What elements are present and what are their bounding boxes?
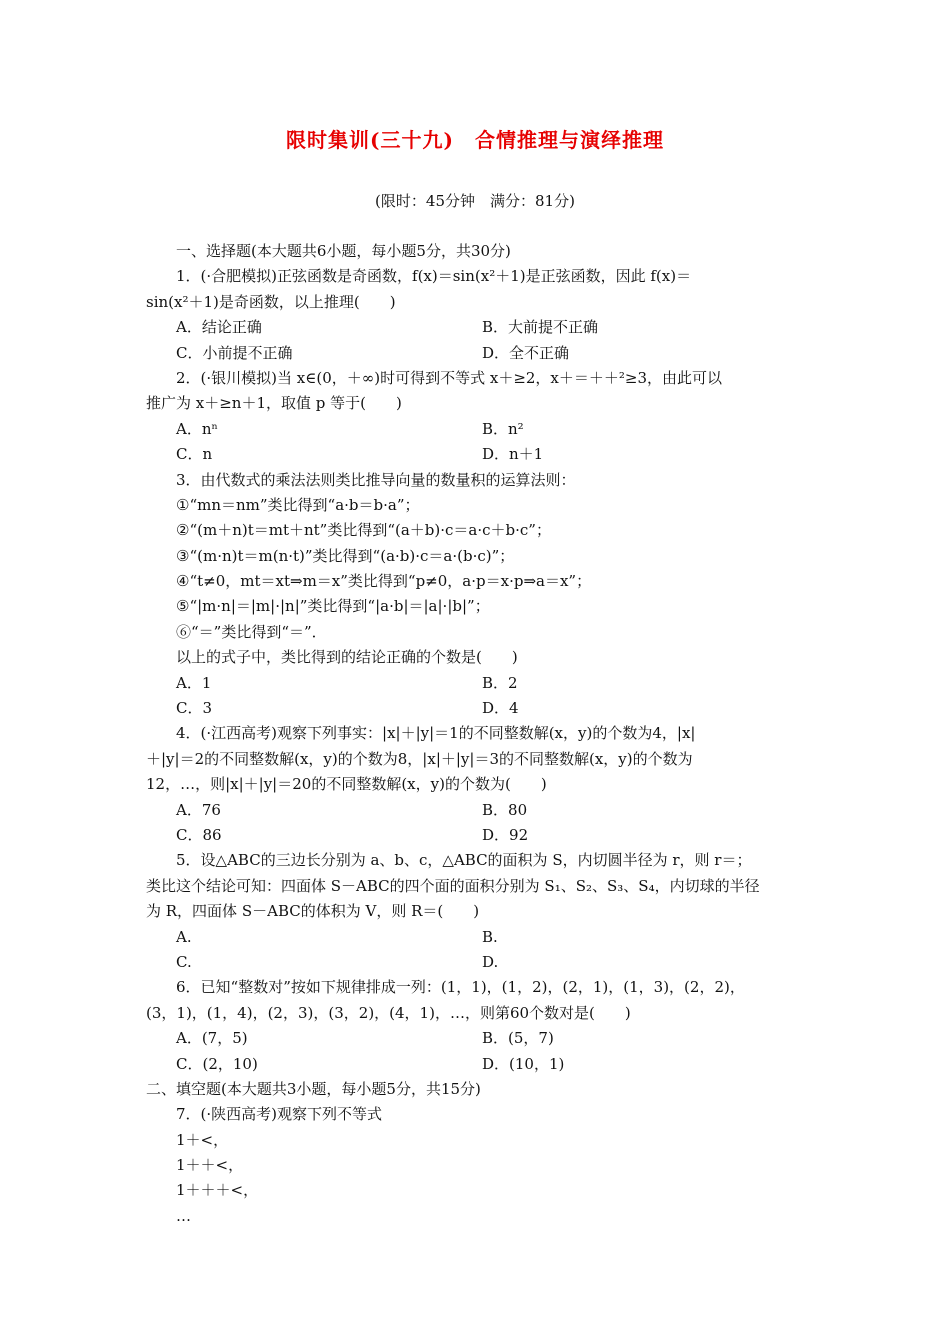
document-body [146, 239, 808, 1229]
options-row [146, 442, 808, 467]
option-b: B. [482, 927, 498, 946]
question-4-text: 4．(·江西高考)观察下列事实：|x|＋|y|＝1的不同整数解(x，y)的个数为4，|x| [176, 724, 696, 743]
question-6-text: 6．已知“整数对”按如下规律排成一列：(1，1)，(1，2)，(2，1)，(1，3)，(2，2)， [176, 978, 745, 997]
option-d: D．92 [482, 825, 529, 844]
option-a: A．结论正确 [176, 318, 262, 337]
option-a: A．76 [176, 800, 221, 819]
section-heading: 一、选择题(本大题共6小题，每小题5分，共30分) [176, 242, 511, 260]
options-row [146, 696, 808, 721]
page-title: 限时集训(三十九) 合情推理与演绎推理 [286, 128, 664, 152]
option-d: D．4 [482, 699, 519, 718]
question-1-text: sin(x²＋1)是奇函数，以上推理( ) [146, 292, 396, 311]
options-row [146, 823, 808, 848]
option-c: C．86 [176, 825, 222, 844]
question-3-text: 以上的式子中，类比得到的结论正确的个数是( ) [176, 648, 518, 667]
question-6-text: (3，1)，(1，4)，(2，3)，(3，2)，(4，1)，…，则第60个数对是( ) [146, 1003, 631, 1022]
question-5-text: 为 R，四面体 S－ABC的体积为 V，则 R＝( ) [146, 902, 480, 921]
options-row [146, 417, 808, 442]
question-3-item: ③“(m·n)t＝m(n·t)”类比得到“(a·b)·c＝a·(b·c)”； [176, 546, 515, 565]
option-d: D．全不正确 [482, 343, 570, 362]
page-subtitle: (限时：45分钟 满分：81分) [375, 192, 575, 210]
inequality-line: 1＋<， [176, 1130, 229, 1149]
option-a: A. [176, 927, 192, 946]
inequality-line: 1＋＋<， [176, 1156, 244, 1175]
option-d: D．(10，1) [482, 1054, 565, 1073]
section-heading: 二、填空题(本大题共3小题，每小题5分，共15分) [146, 1079, 481, 1098]
question-3-item: ①“mn＝nm”类比得到“a·b＝b·a”； [176, 495, 420, 514]
inequality-line: 1＋＋＋<， [176, 1181, 259, 1200]
question-3-item: ②“(m＋n)t＝mt＋nt”类比得到“(a＋b)·c＝a·c＋b·c”； [176, 521, 551, 540]
question-3-item: ⑤“|m·n|＝|m|·|n|”类比得到“|a·b|＝|a|·|b|”； [176, 597, 490, 616]
question-2-text: 推广为 x＋≥n＋1，取值 p 等于( ) [146, 394, 402, 413]
ellipsis-line: … [176, 1206, 191, 1225]
option-c: C．(2，10) [176, 1054, 258, 1073]
option-b: B．2 [482, 673, 518, 692]
option-c: C．n [176, 445, 213, 464]
option-a: A．1 [176, 673, 212, 692]
options-row [146, 950, 808, 975]
option-c: C. [176, 952, 192, 971]
option-c: C．3 [176, 699, 213, 718]
question-1-text: 1．(·合肥模拟)正弦函数是奇函数，f(x)＝sin(x²＋1)是正弦函数，因此 f(x)＝ [176, 267, 692, 286]
options-row [146, 671, 808, 696]
options-row [146, 1052, 808, 1077]
question-3-item: ⑥“＝”类比得到“＝”． [176, 622, 327, 641]
options-row [146, 315, 808, 340]
options-row [146, 925, 808, 950]
question-5-text: 类比这个结论可知：四面体 S－ABC的四个面的面积分别为 S₁、S₂、S₃、S₄，内切球的半径 [146, 876, 760, 895]
option-a: A．nⁿ [176, 419, 218, 438]
options-row [146, 341, 808, 366]
option-b: B．(5，7) [482, 1029, 554, 1048]
question-5-text: 5．设△ABC的三边长分别为 a、b、c，△ABC的面积为 S，内切圆半径为 r，则 r＝； [176, 851, 752, 870]
option-d: D．n＋1 [482, 445, 544, 464]
question-4-text: 12，…，则|x|＋|y|＝20的不同整数解(x，y)的个数为( ) [146, 775, 547, 794]
question-4-text: ＋|y|＝2的不同整数解(x，y)的个数为8，|x|＋|y|＝3的不同整数解(x，y)的个数为 [146, 749, 693, 768]
option-d: D. [482, 952, 499, 971]
option-b: B．80 [482, 800, 528, 819]
option-b: B．大前提不正确 [482, 318, 599, 337]
options-row [146, 1026, 808, 1051]
options-row [146, 798, 808, 823]
option-b: B．n² [482, 419, 524, 438]
option-c: C．小前提不正确 [176, 343, 293, 362]
question-7-text: 7．(·陕西高考)观察下列不等式 [176, 1105, 383, 1124]
option-a: A．(7，5) [176, 1029, 248, 1048]
question-3-item: ④“t≠0，mt＝xt⇒m＝x”类比得到“p≠0，a·p＝x·p⇒a＝x”； [176, 572, 592, 591]
question-2-text: 2．(·银川模拟)当 x∈(0，＋∞)时可得到不等式 x＋≥2，x＋＝＋＋²≥3，由此可以 [176, 368, 723, 387]
question-3-text: 3．由代数式的乘法法则类比推导向量的数量积的运算法则： [176, 470, 576, 489]
